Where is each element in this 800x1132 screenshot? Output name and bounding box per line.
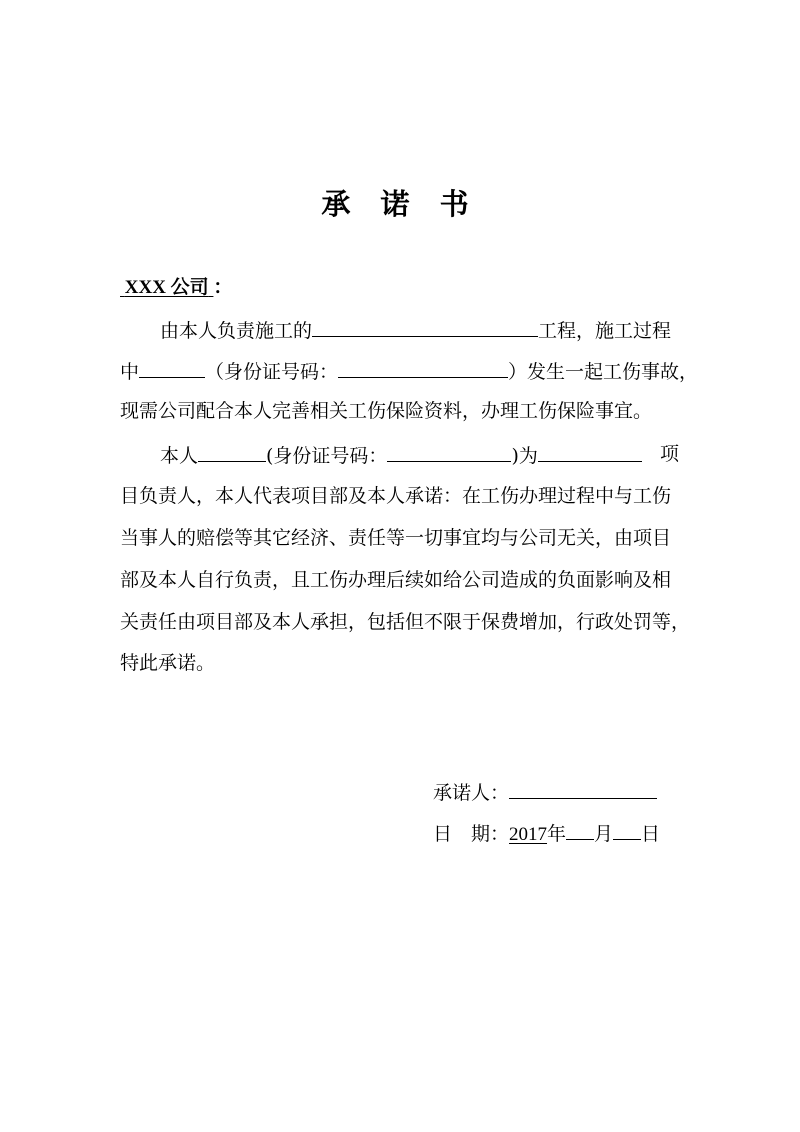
manager-name-blank <box>198 441 266 462</box>
document-title: 承 诺 书 <box>321 187 479 221</box>
p1-text-5: ）发生一起工伤事故， <box>508 361 699 383</box>
p2-line-1 <box>120 441 730 469</box>
p2-line-4: 部及本人自行负责，且工伤办理后续如给公司造成的负面影响及相 <box>120 569 672 591</box>
promisor-line <box>433 778 693 806</box>
date-day-unit: 日 <box>641 823 661 845</box>
p2-line-5: 关责任由项目部及本人承担，包括但不限于保费增加，行政处罚等， <box>120 611 691 633</box>
p2-line-6: 特此承诺。 <box>120 652 216 674</box>
date-label: 日 期： <box>433 823 510 845</box>
p2-line-2: 目负责人，本人代表项目部及本人承诺：在工伤办理过程中与工伤 <box>120 485 672 507</box>
project-blank <box>538 441 642 462</box>
p2-line-3: 当事人的赔偿等其它经济、责任等一切事宜均与公司无关，由项目 <box>120 527 672 549</box>
promisor-label: 承诺人： <box>433 782 510 804</box>
date-month-unit: 月 <box>594 823 614 845</box>
date-year-unit: 年 <box>547 823 567 845</box>
p1-line-1 <box>120 316 730 344</box>
p1-text-2: 工程，施工过程 <box>538 320 672 342</box>
injured-id-blank <box>338 357 508 378</box>
promisor-signature-blank <box>509 778 657 799</box>
date-month-blank <box>566 819 594 840</box>
p2-text-1: 本人 <box>160 445 199 467</box>
addressee-company: XXX 公司 <box>124 277 209 298</box>
p1-text-4: （身份证号码： <box>205 361 339 383</box>
addressee-colon: ： <box>213 276 233 298</box>
date-day-blank <box>613 819 641 840</box>
p2-text-4: 项 <box>660 443 680 465</box>
date-line <box>433 819 693 848</box>
p1-text-1: 由本人负责施工的 <box>160 320 313 342</box>
p1-line-3: 现需公司配合本人完善相关工伤保险资料，办理工伤保险事宜。 <box>120 400 653 422</box>
manager-id-blank <box>387 441 511 462</box>
p2-text-2: (身份证号码： <box>266 445 388 467</box>
p2-text-3: )为 <box>511 445 538 467</box>
project-name-blank <box>312 316 538 337</box>
addressee-line <box>120 274 690 301</box>
date-year: 2017 <box>509 824 548 845</box>
injured-name-blank <box>139 357 205 378</box>
p1-line-2 <box>120 357 699 385</box>
p1-text-3: 中 <box>120 361 140 383</box>
